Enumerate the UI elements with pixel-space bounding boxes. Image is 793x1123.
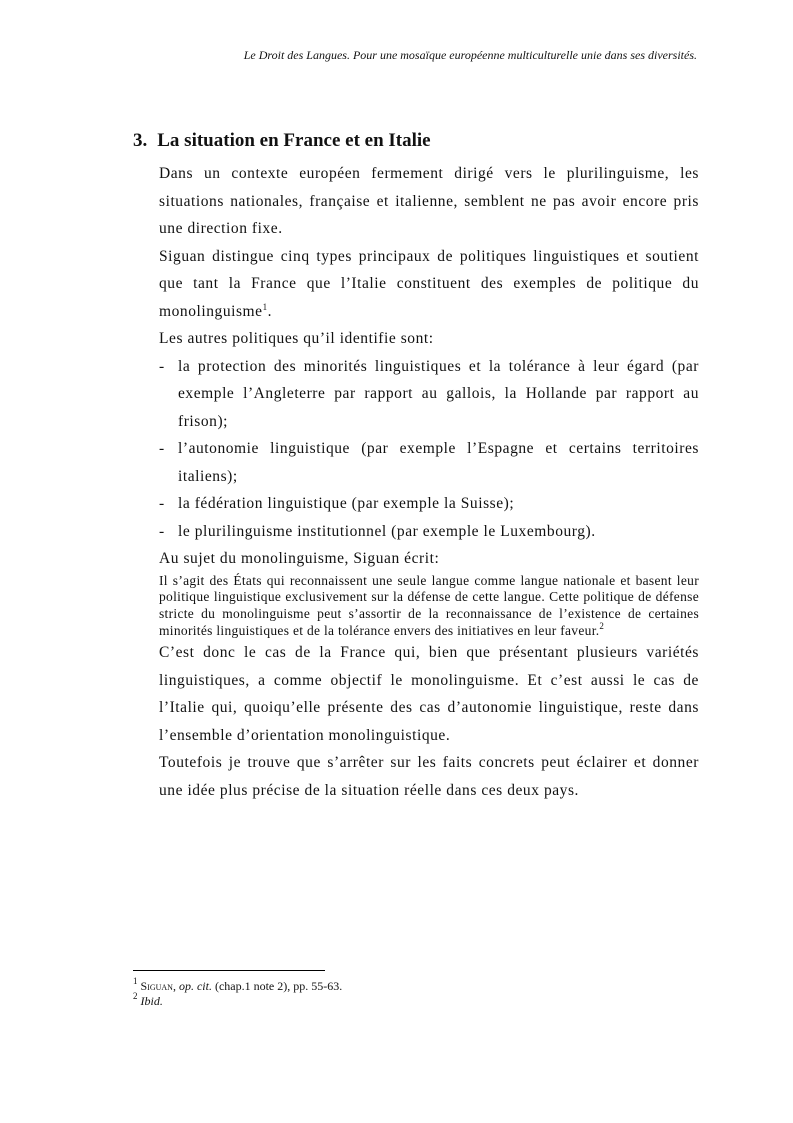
footnote-1-ref: op. cit. xyxy=(178,979,212,993)
body-text xyxy=(159,160,699,804)
list-marker: - xyxy=(159,522,165,540)
footnote-2-ref: Ibid. xyxy=(140,994,163,1008)
footnotes xyxy=(133,976,343,1009)
policy-list xyxy=(159,353,699,546)
list-marker: - xyxy=(159,440,165,457)
paragraph-2-end: . xyxy=(267,302,273,320)
list-item xyxy=(159,490,699,518)
footnote-ref-1[interactable]: 1 xyxy=(262,301,268,312)
paragraph-6: Toutefois je trouve que s’arrêter sur les faits concrets peut éclairer et donner une idée plus précise de la situation réelle dans ces deux pays. xyxy=(159,754,699,799)
list-item-text: l’autonomie linguistique (par exemple l’Espagne et certains territoires italiens); xyxy=(178,440,699,485)
footnote-divider xyxy=(133,970,325,971)
footnote-2-marker: 2 xyxy=(133,991,138,1001)
section-number: 3. xyxy=(133,130,148,151)
running-header: Le Droit des Langues. Pour une mosaïque européenne multiculturelle unie dans ses diversités. xyxy=(243,48,697,62)
footnote-1-sep: , xyxy=(172,979,179,993)
list-marker: - xyxy=(159,357,165,375)
list-item-text: la protection des minorités linguistiques et la tolérance à leur égard (par exemple l’Angleterre par rapport au gallois, la Hollande par rapport au frison); xyxy=(178,357,699,430)
footnote-2 xyxy=(133,991,342,1009)
list-item xyxy=(159,353,699,436)
list-item-text: la fédération linguistique (par exemple la Suisse); xyxy=(178,495,515,512)
footnote-1-rest: (chap.1 note 2), pp. 55-63. xyxy=(211,979,343,993)
footnote-1 xyxy=(133,976,343,994)
paragraph-3: Les autres politiques qu’il identifie sont: xyxy=(159,330,434,347)
quote-text: Il s’agit des États qui reconnaissent une seule langue comme langue nationale et basent leur politique linguistique exclusivement sur la défense de cette langue. Cette politique de défense stricte du monolinguisme peut s’assortir de la reconnaissance de l’existence de certaines minorités linguistiques et de la tolérance envers des initiatives en leur faveur. xyxy=(159,572,699,638)
section-heading xyxy=(133,130,431,152)
list-item-text: le plurilinguisme institutionnel (par exemple le Luxembourg). xyxy=(178,522,596,540)
block-quote xyxy=(159,573,699,640)
list-marker: - xyxy=(159,495,165,512)
paragraph-2-text: Siguan distingue cinq types principaux de politiques linguistiques et soutient que tant la France que l’Italie constituent des exemples de politique du monolinguisme xyxy=(159,247,699,320)
section-title: La situation en France et en Italie xyxy=(157,130,431,151)
paragraph-2 xyxy=(159,243,699,326)
footnote-ref-2[interactable]: 2 xyxy=(599,620,605,631)
list-item xyxy=(159,518,699,546)
paragraph-4: Au sujet du monolinguisme, Siguan écrit: xyxy=(159,550,440,567)
footnote-1-author: Siguan xyxy=(140,979,173,993)
paragraph-1: Dans un contexte européen fermement dirigé vers le plurilinguisme, les situations nationales, française et italienne, semblent ne pas avoir encore pris une direction fixe. xyxy=(159,165,699,237)
footnote-1-marker: 1 xyxy=(133,976,138,986)
paragraph-5: C’est donc le cas de la France qui, bien que présentant plusieurs variétés linguistiques, a comme objectif le monolinguisme. Et c’est aussi le cas de l’Italie qui, quoiqu’elle présente des cas d’autonomie linguistique, reste dans l’ensemble d’orientation monolinguistique. xyxy=(159,644,699,744)
list-item xyxy=(159,435,699,490)
